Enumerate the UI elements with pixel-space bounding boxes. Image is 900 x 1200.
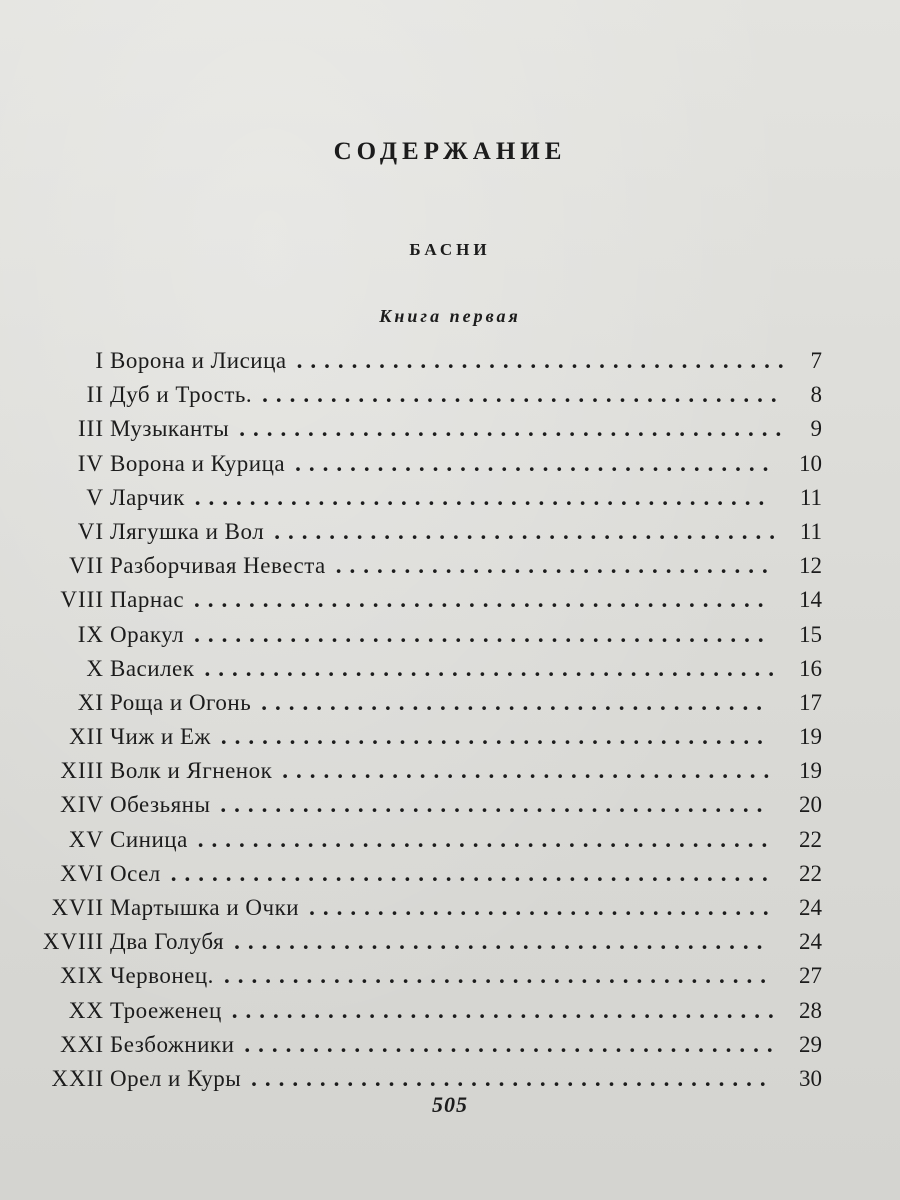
toc-entry-title-line (110, 788, 770, 822)
dot-leader: .......................................... (194, 484, 773, 510)
toc-entry-title: Орел и Куры (110, 1065, 242, 1091)
toc-entry-number: XVI (60, 860, 104, 886)
dot-leader: ................................... (295, 450, 777, 476)
toc-entry-number: IV (77, 450, 104, 476)
toc-entry-title: Разборчивая Невеста (110, 553, 326, 579)
dot-leader: ........................................ (220, 792, 771, 818)
toc-entry-page: 12 (799, 553, 822, 579)
toc-entry-title-line (110, 481, 772, 515)
toc-entry (0, 412, 900, 446)
page-title: СОДЕРЖАНИЕ (333, 138, 567, 165)
toc-entry-title: Лягушка и Вол (110, 518, 265, 544)
toc-entry-title-line (110, 720, 771, 754)
toc-entry-title: Обезьяны (110, 792, 211, 818)
toc-entry (0, 583, 900, 617)
toc-entry-page: 22 (799, 860, 822, 886)
toc-entry-page: 19 (799, 724, 822, 750)
toc-entry-number: IX (77, 621, 104, 647)
dot-leader: ..................................... (261, 689, 770, 715)
toc-entry-page: 28 (799, 997, 822, 1023)
toc-entry-title-line (110, 515, 783, 549)
toc-entry-number: III (78, 416, 104, 442)
toc-entry-title-line (110, 412, 789, 446)
toc-entry-number: XIX (60, 963, 104, 989)
dot-leader: ........................................ (223, 963, 774, 989)
toc-entry (0, 652, 900, 686)
toc-entry (0, 891, 900, 925)
toc-entry-title: Василек (110, 655, 195, 681)
dot-leader: .......................................... (197, 826, 776, 852)
toc-entry-title-line (110, 925, 770, 959)
toc-entry-number: XV (68, 826, 104, 852)
dot-leader: ........................................ (220, 724, 771, 750)
toc-entry-page: 24 (799, 895, 822, 920)
toc-entry-title: Музыканты (110, 416, 230, 442)
dot-leader: .......................................... (204, 655, 782, 681)
toc-entry-number: XVIII (42, 929, 104, 955)
toc-entry-page: 20 (799, 792, 822, 818)
toc-entry-page: 7 (810, 348, 822, 373)
dot-leader: ............................................ (170, 860, 776, 886)
toc-entry-page: 29 (799, 1031, 822, 1057)
toc-entry-number: XIV (60, 792, 104, 818)
toc-entry-number: XIII (60, 758, 104, 784)
toc-entry (0, 481, 900, 515)
dot-leader: ...................................... (262, 382, 785, 408)
toc-entry (0, 925, 900, 959)
toc-entry (0, 754, 900, 788)
toc-entry-title: Осел (110, 860, 161, 886)
dot-leader: ....................................... (234, 929, 771, 955)
toc-entry (0, 549, 900, 583)
toc-entry-title: Парнас (110, 587, 185, 613)
toc-entry-title-line (110, 1062, 774, 1096)
toc-entry-title-line (110, 857, 776, 891)
dot-leader: ..................................... (274, 518, 783, 544)
toc-entry-page: 14 (799, 587, 822, 613)
toc-entry-number: V (86, 484, 104, 510)
toc-entry-title-line (110, 823, 775, 857)
toc-entry (0, 994, 900, 1028)
toc-entry-title: Мартышка и Очки (110, 895, 300, 920)
toc-entry-number: II (86, 382, 104, 408)
toc-entry-page: 17 (799, 689, 822, 715)
toc-entry-page: 10 (799, 450, 822, 476)
toc-entry-page: 24 (799, 929, 822, 955)
toc-entry-number: XXI (60, 1031, 104, 1057)
toc-entry-page: 15 (799, 621, 822, 647)
toc-entry-title-line (110, 344, 792, 378)
toc-entry-number: X (86, 655, 104, 681)
toc-entry-title-line (110, 447, 776, 481)
toc-entry-page: 19 (799, 758, 822, 784)
toc-entry-page: 9 (810, 416, 822, 442)
toc-entry-number: I (95, 348, 104, 373)
toc-entry-title-line (110, 549, 776, 583)
toc-entry-page: 8 (810, 382, 822, 408)
toc-entry-number: VI (77, 518, 104, 544)
toc-entry (0, 788, 900, 822)
toc-entry-page: 30 (799, 1065, 822, 1091)
toc-entry-title-line (110, 1028, 781, 1062)
dot-leader: ................................ (335, 553, 776, 579)
dot-leader: ....................................... (244, 1031, 781, 1057)
toc-entry (0, 823, 900, 857)
toc-entry-number: XXII (51, 1065, 104, 1091)
toc-entry-title-line (110, 618, 772, 652)
page-number: 505 (432, 1092, 468, 1117)
toc-entry-title-line (110, 686, 770, 720)
toc-entry-page: 11 (799, 518, 822, 544)
toc-entry (0, 344, 900, 378)
toc-entry-number: VIII (60, 587, 104, 613)
toc-entry-page: 11 (799, 484, 822, 510)
toc-entry-title: Ворона и Лисица (110, 348, 287, 373)
dot-leader: .................................... (282, 758, 778, 784)
toc-entry (0, 686, 900, 720)
toc-entry-number: XII (69, 724, 104, 750)
toc-entry-number: XI (77, 689, 104, 715)
dot-leader: .......................................... (194, 587, 772, 613)
toc-entry-title: Червонец. (110, 963, 214, 989)
toc-entry-title-line (110, 378, 785, 412)
dot-leader: .................................. (309, 895, 777, 920)
toc-entry-title: Роща и Огонь (110, 689, 252, 715)
dot-leader: .................................... (296, 348, 792, 373)
toc-entry-page: 16 (799, 655, 822, 681)
toc-entry-title: Ларчик (110, 484, 185, 510)
toc-entry-title-line (110, 754, 777, 788)
toc-entry (0, 1028, 900, 1062)
toc-entry-number: VII (69, 553, 104, 579)
toc-entry-title: Волк и Ягненок (110, 758, 273, 784)
dot-leader: ........................................ (231, 997, 782, 1023)
toc-entry-title: Безбожники (110, 1031, 235, 1057)
toc-entry-title-line (110, 652, 782, 686)
toc-entry (0, 447, 900, 481)
toc-entry-title-line (110, 994, 782, 1028)
toc-entry (0, 857, 900, 891)
toc-entry-title: Троеженец (110, 997, 222, 1023)
section-heading: БАСНИ (409, 240, 491, 259)
toc-entry-page: 22 (799, 826, 822, 852)
toc-entry (0, 1062, 900, 1096)
toc-entry (0, 515, 900, 549)
table-of-contents (0, 344, 900, 1096)
toc-entry-title: Чиж и Еж (110, 724, 211, 750)
toc-entry (0, 378, 900, 412)
toc-entry (0, 959, 900, 993)
toc-entry-title-line (110, 959, 774, 993)
toc-entry-title: Синица (110, 826, 188, 852)
dot-leader: ........................................ (239, 416, 790, 442)
dot-leader: ...................................... (251, 1065, 774, 1091)
toc-entry-title: Дуб и Трость. (110, 382, 253, 408)
toc-entry-page: 27 (799, 963, 822, 989)
toc-entry-title: Оракул (110, 621, 185, 647)
toc-entry (0, 720, 900, 754)
toc-entry-title-line (110, 891, 777, 925)
toc-entry (0, 618, 900, 652)
toc-entry-number: XX (68, 997, 104, 1023)
dot-leader: .......................................... (194, 621, 772, 647)
toc-entry-number: XVII (51, 895, 104, 920)
toc-entry-title: Два Голубя (110, 929, 225, 955)
toc-entry-title: Ворона и Курица (110, 450, 286, 476)
subsection-heading: Книга первая (379, 306, 521, 326)
toc-entry-title-line (110, 583, 772, 617)
